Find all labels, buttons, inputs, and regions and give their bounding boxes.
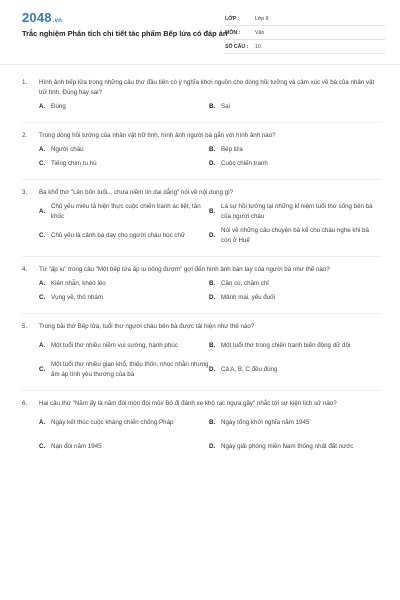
separator bbox=[22, 390, 382, 391]
option-d[interactable] bbox=[209, 293, 379, 303]
option-text: Ngày tổng khởi nghĩa năm 1945 bbox=[221, 419, 310, 426]
option-c[interactable] bbox=[39, 360, 209, 380]
option-d[interactable] bbox=[209, 360, 379, 380]
question-number: 2. bbox=[22, 132, 28, 139]
option-key: A. bbox=[39, 146, 46, 153]
meta-row-count bbox=[225, 40, 385, 54]
option-key: D. bbox=[209, 366, 216, 373]
question-5 bbox=[0, 322, 400, 391]
option-text: Kiên nhẫn, khéo léo bbox=[51, 280, 106, 287]
option-text: Chủ yếu là cảnh bà dạy cho người cháu học chữ bbox=[51, 232, 186, 239]
option-b[interactable] bbox=[209, 336, 379, 356]
option-key: C. bbox=[39, 232, 46, 239]
option-key: B. bbox=[209, 419, 216, 426]
option-text: Là sự hồi tưởng lại những kỉ niệm tuổi thơ sống bên bà của người cháu bbox=[221, 203, 373, 220]
option-text: Một tuổi thơ trong chiến tranh biến động dữ dội bbox=[221, 342, 351, 349]
meta-label: LỚP : bbox=[225, 15, 240, 22]
option-text: Mảnh mai, yếu đuối bbox=[221, 294, 275, 301]
header bbox=[0, 0, 400, 62]
logo-text: 2048 bbox=[22, 10, 52, 25]
option-key: B. bbox=[209, 208, 216, 215]
option-text: Cả A, B, C đều đúng bbox=[221, 366, 278, 373]
option-key: C. bbox=[39, 160, 46, 167]
option-text: Cuộc chiến tranh bbox=[221, 160, 268, 167]
option-text: Ngày giải phóng miền Nam thống nhất đất nước bbox=[221, 443, 354, 450]
page-title: Trắc nghiệm Phân tích chi tiết tác phẩm Bếp lửa có đáp án bbox=[22, 29, 228, 38]
option-key: A. bbox=[39, 103, 46, 110]
question-number: 1. bbox=[22, 79, 28, 86]
option-b[interactable] bbox=[209, 145, 379, 155]
option-b[interactable] bbox=[209, 202, 379, 222]
separator bbox=[22, 256, 382, 257]
question-number: 4. bbox=[22, 266, 28, 273]
options bbox=[39, 145, 382, 173]
question-text: Hình ảnh bếp lửa trong những câu thơ đầu tiên có ý nghĩa khơi nguồn cho dòng hồi tưởng và cảm xúc về bà của nhân vật trữ tình. Đúng hay sai? bbox=[39, 79, 375, 96]
question-6 bbox=[0, 399, 400, 461]
option-d[interactable] bbox=[209, 159, 379, 169]
option-a[interactable] bbox=[39, 279, 209, 289]
options bbox=[39, 202, 382, 250]
option-key: D. bbox=[209, 232, 216, 239]
option-text: Cần cù, chăm chỉ bbox=[221, 280, 269, 287]
question-number: 5. bbox=[22, 323, 28, 330]
option-text: Chủ yếu miêu tả hiện thực cuộc chiến tranh ác liệt, tàn khốc bbox=[51, 203, 201, 220]
option-text: Bếp lửa bbox=[221, 146, 243, 153]
option-b[interactable] bbox=[209, 279, 379, 289]
question-number: 6. bbox=[22, 400, 28, 407]
separator bbox=[22, 313, 382, 314]
options bbox=[39, 279, 382, 307]
option-key: C. bbox=[39, 443, 46, 450]
options bbox=[39, 336, 382, 384]
option-c[interactable] bbox=[39, 226, 209, 246]
option-text: Một tuổi thơ nhiều gian khổ, thiếu thốn, nhọc nhằn nhưng ấm áp tình yêu thương của bà bbox=[51, 361, 209, 378]
question-1 bbox=[0, 78, 400, 123]
option-key: D. bbox=[209, 160, 216, 167]
option-key: D. bbox=[209, 294, 216, 301]
option-a[interactable] bbox=[39, 202, 209, 222]
option-text: Nạn đói năm 1945 bbox=[51, 443, 102, 450]
option-text: Một tuổi thơ nhiều niềm vui sướng, hạnh phúc bbox=[51, 342, 178, 349]
option-text: Nói về những câu chuyện bà kể cho cháu nghe khi bà còn ở Huế bbox=[221, 227, 369, 244]
option-key: A. bbox=[39, 280, 46, 287]
option-a[interactable] bbox=[39, 102, 209, 112]
option-c[interactable] bbox=[39, 437, 209, 457]
option-b[interactable] bbox=[209, 413, 379, 433]
option-key: B. bbox=[209, 342, 216, 349]
option-b[interactable] bbox=[209, 102, 379, 112]
option-key: B. bbox=[209, 103, 216, 110]
quiz-meta bbox=[225, 12, 385, 54]
option-a[interactable] bbox=[39, 413, 209, 433]
meta-label: SỐ CÂU : bbox=[225, 43, 249, 50]
option-a[interactable] bbox=[39, 336, 209, 356]
question-text: Trong dòng hồi tưởng của nhân vật trữ tình, hình ảnh người bà gắn với hình ảnh nào? bbox=[39, 132, 276, 139]
option-text: Đúng bbox=[51, 103, 66, 110]
meta-label: MÔN : bbox=[225, 29, 241, 36]
meta-value: Văn bbox=[255, 29, 265, 36]
option-key: A. bbox=[39, 208, 46, 215]
option-key: A. bbox=[39, 342, 46, 349]
options bbox=[39, 413, 382, 461]
meta-value: Lớp 9 bbox=[255, 15, 269, 22]
question-number: 3. bbox=[22, 189, 28, 196]
meta-row-subject bbox=[225, 26, 385, 40]
options bbox=[39, 102, 382, 116]
option-key: C. bbox=[39, 366, 46, 373]
option-text: Sai bbox=[221, 103, 230, 110]
question-text: Trong bài thơ Bếp lửa, tuổi thơ người cháu bên bà được tái hiện như thế nào? bbox=[39, 323, 255, 330]
separator bbox=[22, 179, 382, 180]
option-text: Người cháu bbox=[51, 146, 84, 153]
logo-suffix: .vn bbox=[52, 18, 63, 24]
question-list bbox=[0, 78, 400, 461]
option-key: A. bbox=[39, 419, 46, 426]
meta-row-class bbox=[225, 12, 385, 26]
question-text: Hai câu thơ "Năm ấy là năm đói mòn đói mỏi/ Bố đi đánh xe khô rạc ngựa gầy" nhắc tới sự kiện lịch sử nào? bbox=[39, 400, 337, 407]
question-4 bbox=[0, 265, 400, 314]
option-c[interactable] bbox=[39, 293, 209, 303]
option-key: D. bbox=[209, 443, 216, 450]
meta-value: 10 bbox=[255, 43, 261, 50]
option-key: B. bbox=[209, 280, 216, 287]
question-3 bbox=[0, 188, 400, 257]
separator bbox=[22, 122, 382, 123]
option-d[interactable] bbox=[209, 226, 379, 246]
header-divider bbox=[0, 64, 400, 65]
option-text: Ngày kết thúc cuộc kháng chiến chống Pháp bbox=[51, 419, 174, 426]
question-text: Từ "ấp iu" trong câu "Một bếp lửa ấp iu nồng đượm" gợi đến hình ảnh bàn tay của người bà như thế nào? bbox=[39, 266, 330, 273]
option-a[interactable] bbox=[39, 145, 209, 155]
question-text: Ba khổ thơ "Lên bốn tuổi... chưa niềm tin dai dẳng" nói về nội dung gì? bbox=[39, 189, 234, 196]
option-text: Vụng về, thô nhám bbox=[51, 294, 103, 301]
option-d[interactable] bbox=[209, 437, 379, 457]
question-2 bbox=[0, 131, 400, 180]
option-c[interactable] bbox=[39, 159, 209, 169]
option-text: Tiếng chim tu hú bbox=[51, 160, 97, 167]
option-key: C. bbox=[39, 294, 46, 301]
option-key: B. bbox=[209, 146, 216, 153]
